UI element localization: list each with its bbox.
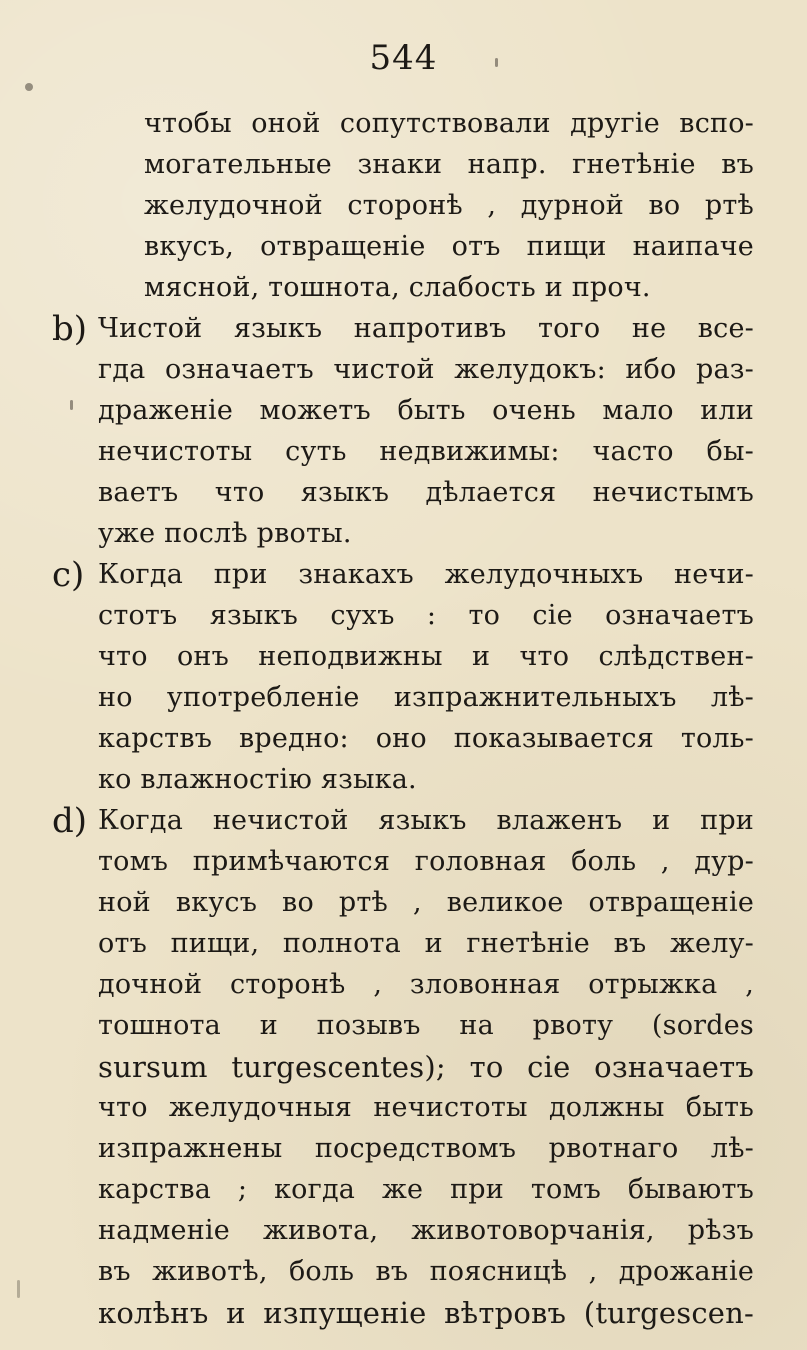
text-line: ваетъ что языкъ дѣлается нечистымъ: [98, 477, 754, 508]
text-line: ко влажностію языка.: [98, 764, 417, 795]
text-line: уже послѣ рвоты.: [98, 518, 352, 549]
text-line: ной вкусъ во ртѣ , великое отвращеніе: [98, 887, 754, 918]
text-line: карствъ вредно: оно показывается толь-: [98, 723, 754, 754]
text-line: могательные знаки напр. гнетѣніе въ: [144, 149, 754, 180]
text-line: Когда нечистой языкъ влаженъ и при: [98, 805, 754, 836]
page-mark: [17, 1280, 20, 1298]
text-line: чтобы оной сопутствовали другіе вспо-: [144, 108, 754, 139]
text-line: колѣнъ и изпущеніе вѣтровъ (turgescen-: [98, 1296, 754, 1330]
text-line: sursum turgescentes); то сіе означаетъ: [98, 1050, 754, 1084]
paragraph-marker-c: c): [52, 555, 85, 595]
paragraph-marker-d: d): [52, 801, 88, 841]
ink-speck: [25, 83, 33, 91]
text-line: желудочной сторонѣ , дурной во ртѣ: [144, 190, 754, 221]
ink-speck: [70, 400, 73, 410]
text-line: но употребленіе изпражнительныхъ лѣ-: [98, 682, 754, 713]
text-line: отъ пищи, полнота и гнетѣніе въ желу-: [98, 928, 754, 959]
text-line: мясной, тошнота, слабость и проч.: [144, 272, 651, 303]
text-line: нечистоты суть недвижимы: часто бы-: [98, 436, 754, 467]
text-line: томъ примѣчаются головная боль , дур-: [98, 846, 754, 877]
paragraph-marker-b: b): [52, 309, 88, 349]
text-line: изпражнены посредствомъ рвотнаго лѣ-: [98, 1133, 754, 1164]
text-line: Когда при знакахъ желудочныхъ нечи-: [98, 559, 754, 590]
text-line: надменіе живота, животоворчанія, рѣзъ: [98, 1215, 754, 1246]
text-line: тошнота и позывъ на рвоту (sordes: [98, 1010, 754, 1041]
text-line: что желудочныя нечистоты должны быть: [98, 1092, 754, 1123]
text-line: гда означаетъ чистой желудокъ: ибо раз-: [98, 354, 754, 385]
text-line: дочной сторонѣ , зловонная отрыжка ,: [98, 969, 754, 1000]
text-line: Чистой языкъ напротивъ того не все-: [98, 313, 754, 344]
text-line: вкусъ, отвращеніе отъ пищи наипаче: [144, 231, 754, 262]
page-number: 544: [369, 38, 438, 78]
text-line: что онъ неподвижны и что слѣдствен-: [98, 641, 754, 672]
text-line: въ животѣ, боль въ поясницѣ , дрожаніе: [98, 1256, 754, 1287]
text-line: стотъ языкъ сухъ : то сіе означаетъ: [98, 600, 754, 631]
text-line: карства ; когда же при томъ бываютъ: [98, 1174, 754, 1205]
text-line: драженіе можетъ быть очень мало или: [98, 395, 754, 426]
